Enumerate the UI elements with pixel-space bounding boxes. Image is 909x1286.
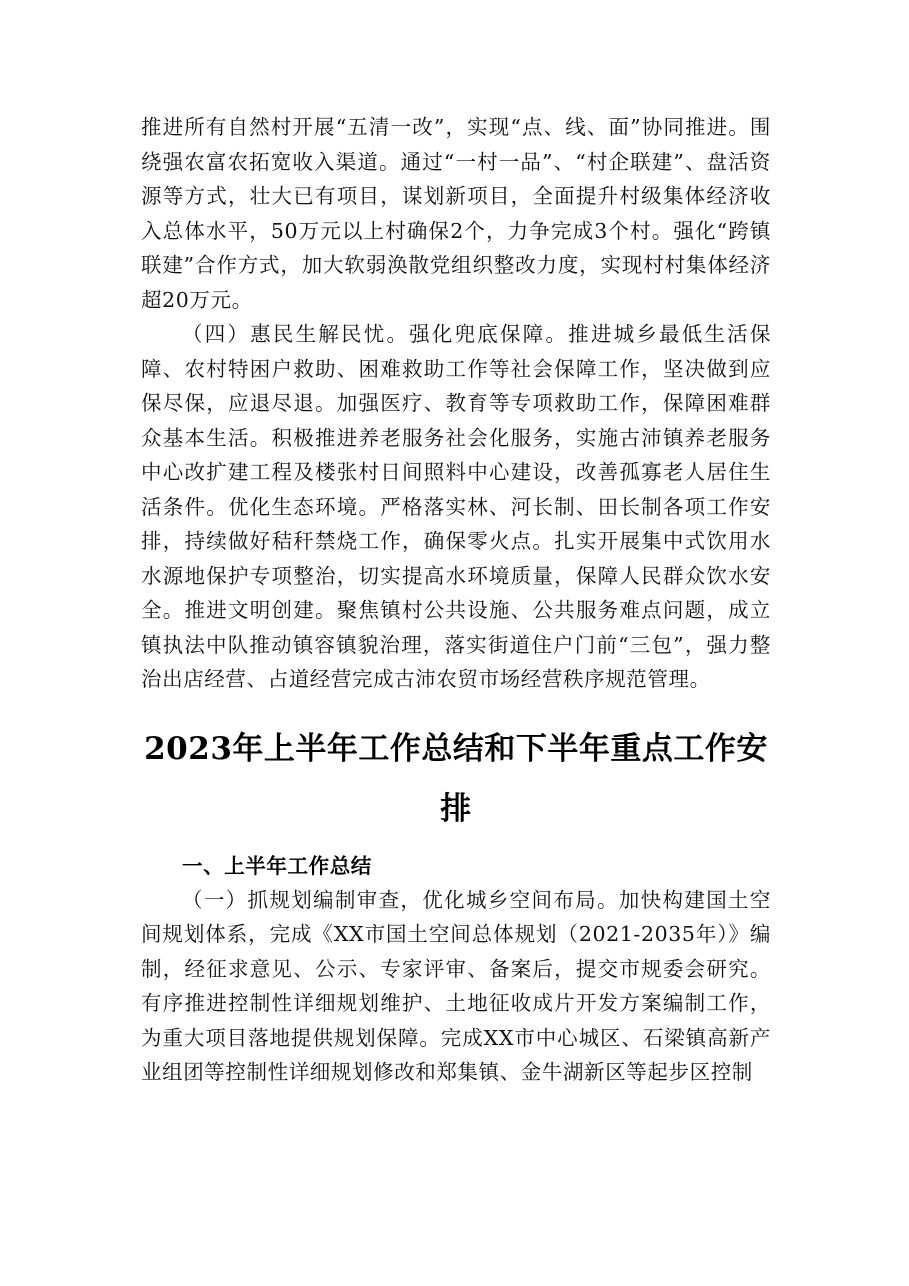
paragraph-lead: （一）抓规划编制审查，优化城乡空间布局。 (182, 887, 619, 912)
paragraph-livelihood (141, 317, 771, 697)
paragraph-text: 加快构建国土空间规划体系，完成《XX市国土空间总体规划（2021-2035年）》编制，经征求意见、公示、专家评审、备案后，提交市规委会研究。有序推进控制性详细规划维护、土地征收成片开发方案编制工作，为重大项目落地提供规划保障。完成XX市中心城区、石梁镇高新产业组团等控制性详细规划修改和郑集镇、金牛湖新区等起步区控制 (141, 887, 771, 1084)
document-title: 2023年上半年工作总结和下半年重点工作安排 (144, 730, 768, 827)
paragraph-rural-collective-economy (141, 110, 771, 317)
paragraph-lead: （四）惠民生解民忧。 (182, 322, 410, 346)
section-heading: 一、上半年工作总结 (182, 853, 372, 878)
paragraph-text: 强化兜底保障。推进城乡最低生活保障、农村特困户救助、困难救助工作等社会保障工作，坚决做到应保尽保，应退尽退。加强医疗、教育等专项救助工作，保障困难群众基本生活。积极推进养老服务社会化服务，实施古沛镇养老服务中心改扩建工程及楼张村日间照料中心建设，改善孤寡老人居住生活条件。优化生态环境。严格落实林、河长制、田长制各项工作安排，持续做好秸秆禁烧工作，确保零火点。扎实开展集中式饮用水水源地保护专项整治，切实提高水环境质量，保障人民群众饮水安全。推进文明创建。聚焦镇村公共设施、公共服务难点问题，成立镇执法中队推动镇容镇貌治理，落实街道住户门前“三包”，强力整治出店经营、占道经营完成古沛农贸市场经营秩序规范管理。 (141, 322, 771, 691)
paragraph-text: 推进所有自然村开展“五清一改”，实现“点、线、面”协同推进。围绕强农富农拓宽收入渠道。通过“一村一品”、“村企联建”、盘活资源等方式，壮大已有项目，谋划新项目，全面提升村级集体经济收入总体水平，50万元以上村确保2个，力争完成3个村。强化“跨镇联建”合作方式，加大软弱涣散党组织整改力度，实现村村集体经济超20万元。 (141, 115, 771, 312)
document-body (141, 110, 771, 1090)
paragraph-planning (141, 883, 771, 1090)
